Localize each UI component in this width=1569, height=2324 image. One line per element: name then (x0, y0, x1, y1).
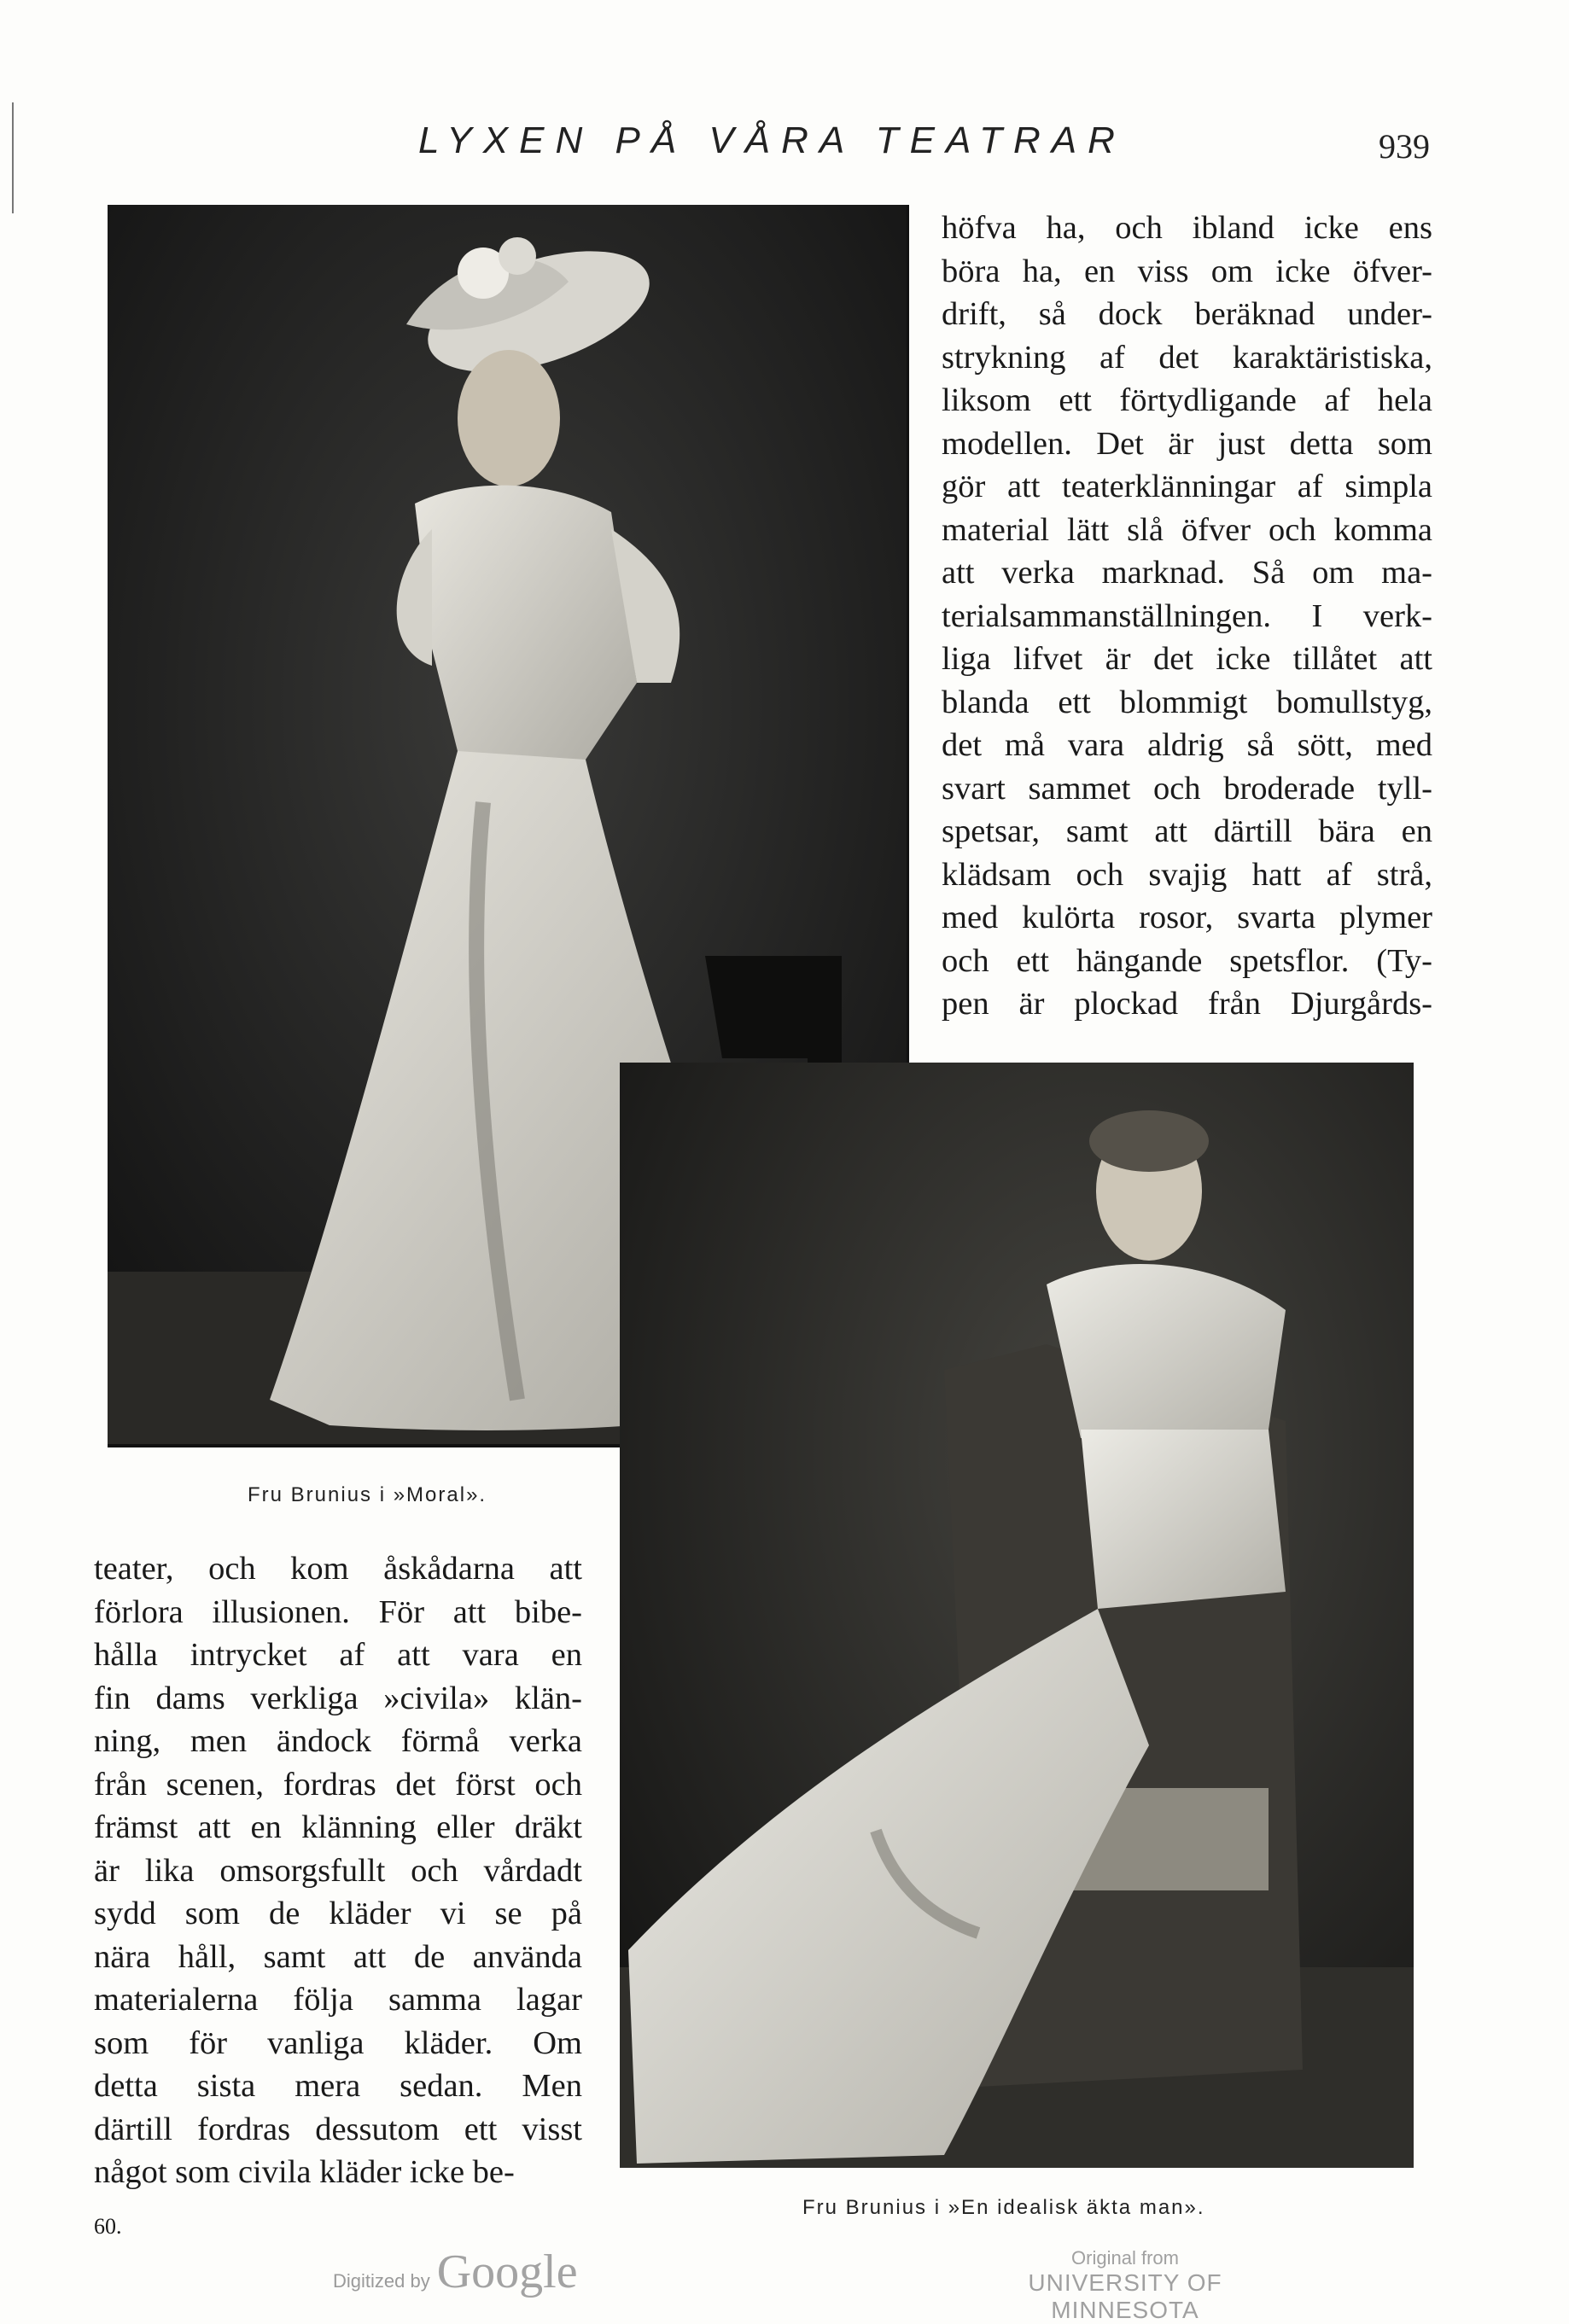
original-from-label: Original from (1071, 2247, 1179, 2269)
photo-seated-woman (620, 1063, 1414, 2168)
text-line: pen är plockad från Djurgårds- (942, 986, 1432, 1022)
digitized-by-label: Digitized by (333, 2270, 430, 2292)
text-line: att verka marknad. Så om ma- (942, 555, 1432, 591)
original-from (954, 2247, 1296, 2324)
text-line: nära håll, samt att de använda (94, 1938, 582, 1975)
text-line: och ett hängande spetsflor. (Ty- (942, 942, 1432, 979)
text-line: material lätt slå öfver och komma (942, 511, 1432, 548)
text-line: därtill fordras dessutom ett visst (94, 2111, 582, 2147)
signature-mark: 60. (94, 2214, 122, 2239)
text-line: blanda ett blommigt bomullstyg, (942, 684, 1432, 720)
right-column-text (942, 207, 1432, 1026)
text-line: svart sammet och broderade tyll- (942, 770, 1432, 807)
digitized-by-google (333, 2245, 578, 2299)
text-line: något som civila kläder icke be- (94, 2154, 515, 2190)
text-line: det må vara aldrig så sött, med (942, 727, 1432, 763)
text-line: är lika omsorgsfullt och vårdadt (94, 1852, 582, 1889)
text-line: modellen. Det är just detta som (942, 425, 1432, 462)
text-line: teater, och kom åskådarna att (94, 1551, 582, 1587)
text-line: materialerna följa samma lagar (94, 1982, 582, 2018)
text-line: som för vanliga kläder. Om (94, 2024, 582, 2061)
text-line: liksom ett förtydligande af hela (942, 382, 1432, 418)
text-line: liga lifvet är det icke tillåtet att (942, 641, 1432, 677)
text-line: strykning af det karaktäristiska, (942, 339, 1432, 376)
running-title: LYXEN PÅ VÅRA TEATRAR (418, 119, 1126, 161)
text-line: höfva ha, och ibland icke ens (942, 210, 1432, 246)
page-number: 939 (1379, 127, 1430, 166)
text-line: böra ha, en viss om icke öfver- (942, 253, 1432, 289)
text-line: främst att en klänning eller dräkt (94, 1809, 582, 1845)
text-line: hålla intrycket af att vara en (94, 1637, 582, 1673)
scan-edge-mark (12, 102, 14, 213)
institution-name: UNIVERSITY OF MINNESOTA (1028, 2269, 1222, 2323)
photo-caption-idealisk: Fru Brunius i »En idealisk äkta man». (802, 2196, 1205, 2219)
left-column-text (94, 1547, 582, 2194)
text-line: med kulörta rosor, svarta plymer (942, 900, 1432, 935)
text-line: spetsar, samt att därtill bära en (942, 813, 1432, 849)
google-logo: Google (436, 2245, 578, 2298)
text-line: klädsam och svajig hatt af strå, (942, 856, 1432, 893)
photo-caption-moral: Fru Brunius i »Moral». (248, 1483, 487, 1506)
text-line: ning, men ändock förmå verka (94, 1723, 582, 1759)
text-line: från scenen, fordras det först och (94, 1766, 582, 1803)
text-line: fin dams verkliga »civila» klän- (94, 1680, 582, 1716)
text-line: drift, så dock beräknad under- (942, 296, 1432, 332)
text-line: detta sista mera sedan. Men (94, 2068, 582, 2104)
text-line: gör att teaterklänningar af simpla (942, 469, 1432, 504)
text-line: terialsammanställningen. I verk- (942, 597, 1432, 634)
text-line: sydd som de kläder vi se på (94, 1896, 582, 1931)
text-line: förlora illusionen. För att bibe- (94, 1593, 582, 1630)
